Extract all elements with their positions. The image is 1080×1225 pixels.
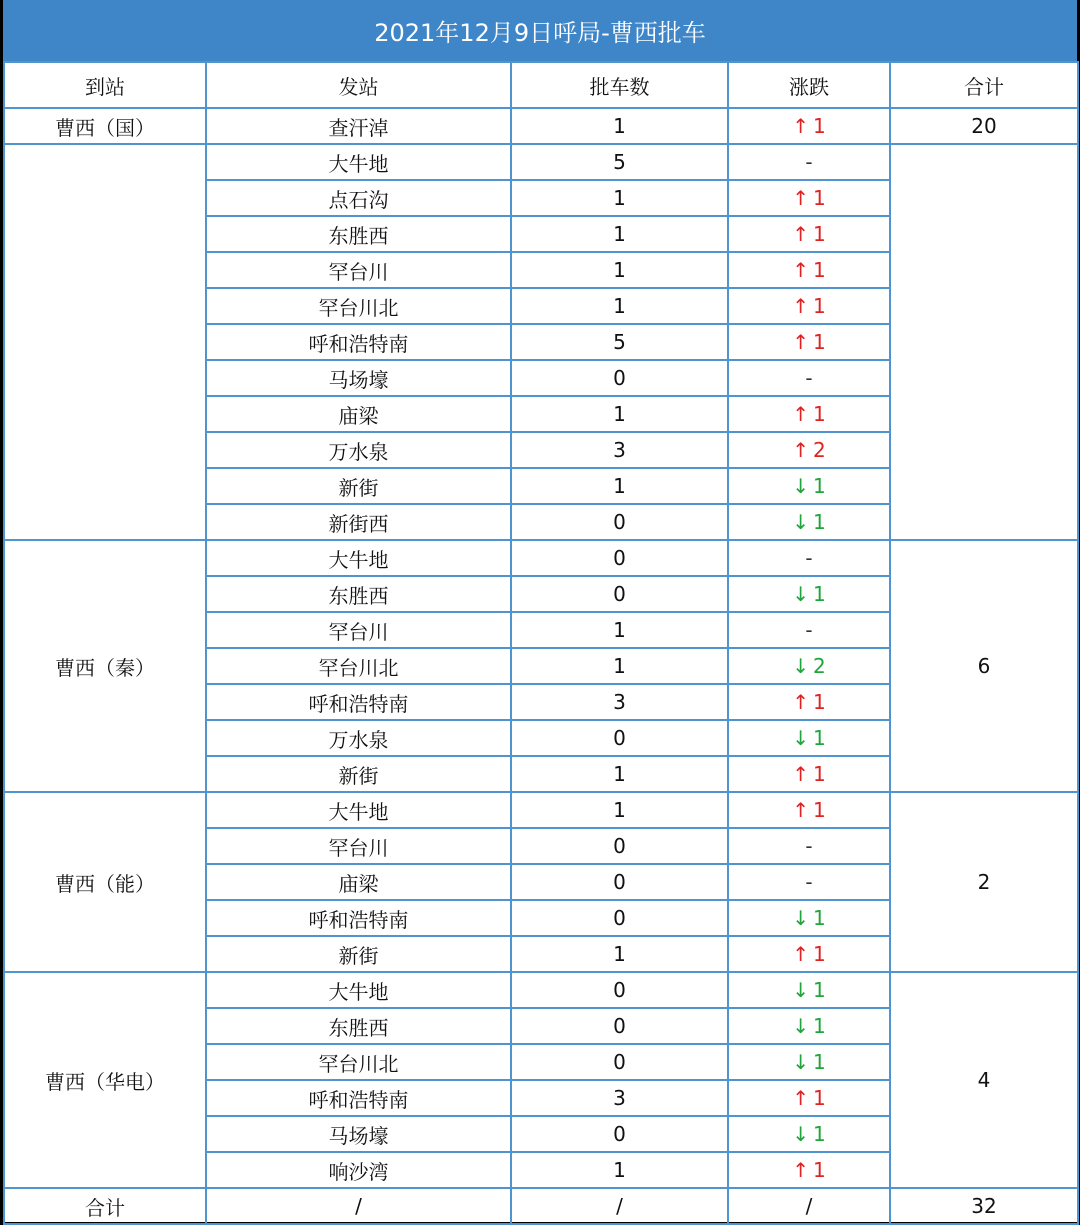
change-cell <box>728 1080 890 1116</box>
arrow-up-icon: ↑ <box>792 294 810 318</box>
from-station-cell: 呼和浩特南 <box>206 1080 511 1116</box>
change-cell <box>728 864 890 900</box>
change-cell <box>728 1044 890 1080</box>
arrow-up-icon: ↑ <box>792 762 810 786</box>
count-cell: 3 <box>511 1080 728 1116</box>
change-cell <box>728 252 890 288</box>
footer-label: 合计 <box>4 1188 206 1224</box>
arrow-down-icon: ↓ <box>792 1050 810 1074</box>
count-cell: 0 <box>511 504 728 540</box>
from-station-cell: 大牛地 <box>206 144 511 180</box>
count-cell: 0 <box>511 1044 728 1080</box>
change-value: 1 <box>813 1158 826 1182</box>
arrow-up-icon: ↑ <box>792 1158 810 1182</box>
change-cell <box>728 360 890 396</box>
change-value: 1 <box>813 294 826 318</box>
from-station-cell: 罕台川北 <box>206 1044 511 1080</box>
count-cell: 0 <box>511 720 728 756</box>
table-row <box>4 144 1078 180</box>
count-cell: 0 <box>511 540 728 576</box>
report-sheet <box>3 0 1077 1222</box>
change-value: - <box>805 150 813 174</box>
change-cell <box>728 1152 890 1188</box>
table-row <box>4 540 1078 576</box>
group-total-cell: 2 <box>890 792 1078 972</box>
arrow-up-icon: ↑ <box>792 222 810 246</box>
report-title: 2021年12月9日呼局-曹西批车 <box>3 0 1077 61</box>
arrow-up-icon: ↑ <box>792 942 810 966</box>
change-value: 1 <box>813 690 826 714</box>
from-station-cell: 万水泉 <box>206 720 511 756</box>
header-count: 批车数 <box>511 62 728 108</box>
arrow-up-icon: ↑ <box>792 258 810 282</box>
change-value: 1 <box>813 258 826 282</box>
count-cell: 3 <box>511 432 728 468</box>
arrow-down-icon: ↓ <box>792 726 810 750</box>
table-row <box>4 108 1078 144</box>
change-value: 1 <box>813 186 826 210</box>
change-cell <box>728 612 890 648</box>
change-value: 1 <box>813 1014 826 1038</box>
arrow-up-icon: ↑ <box>792 402 810 426</box>
table-row <box>4 972 1078 1008</box>
count-cell: 1 <box>511 180 728 216</box>
change-cell <box>728 216 890 252</box>
arrow-up-icon: ↑ <box>792 438 810 462</box>
from-station-cell: 东胜西 <box>206 216 511 252</box>
arrow-up-icon: ↑ <box>792 690 810 714</box>
change-cell <box>728 144 890 180</box>
change-value: 1 <box>813 510 826 534</box>
change-cell <box>728 540 890 576</box>
count-cell: 3 <box>511 684 728 720</box>
group-total-cell: 20 <box>890 108 1078 144</box>
count-cell: 1 <box>511 648 728 684</box>
change-cell <box>728 1116 890 1152</box>
arrow-up-icon: ↑ <box>792 1086 810 1110</box>
change-cell <box>728 108 890 144</box>
arrow-up-icon: ↑ <box>792 114 810 138</box>
from-station-cell: 罕台川 <box>206 252 511 288</box>
from-station-cell: 东胜西 <box>206 576 511 612</box>
from-station-cell: 呼和浩特南 <box>206 324 511 360</box>
arrow-down-icon: ↓ <box>792 978 810 1002</box>
from-station-cell: 庙梁 <box>206 864 511 900</box>
change-cell <box>728 504 890 540</box>
arrow-up-icon: ↑ <box>792 186 810 210</box>
change-value: 1 <box>813 222 826 246</box>
change-value: - <box>805 870 813 894</box>
change-cell <box>728 936 890 972</box>
change-value: - <box>805 834 813 858</box>
change-cell <box>728 468 890 504</box>
count-cell: 1 <box>511 792 728 828</box>
header-change: 涨跌 <box>728 62 890 108</box>
change-value: 1 <box>813 798 826 822</box>
table-row <box>4 792 1078 828</box>
count-cell: 1 <box>511 216 728 252</box>
change-value: 1 <box>813 942 826 966</box>
change-cell <box>728 324 890 360</box>
change-cell <box>728 648 890 684</box>
change-cell <box>728 972 890 1008</box>
change-value: 1 <box>813 762 826 786</box>
count-cell: 1 <box>511 756 728 792</box>
change-value: 1 <box>813 1122 826 1146</box>
from-station-cell: 大牛地 <box>206 540 511 576</box>
arrow-down-icon: ↓ <box>792 654 810 678</box>
footer-total: 32 <box>890 1188 1078 1224</box>
change-cell <box>728 720 890 756</box>
group-total-cell: 4 <box>890 972 1078 1188</box>
from-station-cell: 罕台川 <box>206 828 511 864</box>
from-station-cell: 罕台川北 <box>206 288 511 324</box>
change-value: 1 <box>813 906 826 930</box>
shipment-table <box>3 61 1079 1225</box>
group-total-cell: 6 <box>890 540 1078 792</box>
arrow-up-icon: ↑ <box>792 330 810 354</box>
change-cell <box>728 396 890 432</box>
from-station-cell: 呼和浩特南 <box>206 900 511 936</box>
from-station-cell: 庙梁 <box>206 396 511 432</box>
arrow-up-icon: ↑ <box>792 798 810 822</box>
arrow-down-icon: ↓ <box>792 1014 810 1038</box>
from-station-cell: 新街 <box>206 468 511 504</box>
from-station-cell: 罕台川北 <box>206 648 511 684</box>
from-station-cell: 万水泉 <box>206 432 511 468</box>
header-from-station: 发站 <box>206 62 511 108</box>
from-station-cell: 点石沟 <box>206 180 511 216</box>
footer-from: / <box>206 1188 511 1224</box>
count-cell: 1 <box>511 936 728 972</box>
from-station-cell: 呼和浩特南 <box>206 684 511 720</box>
change-value: 1 <box>813 330 826 354</box>
count-cell: 1 <box>511 288 728 324</box>
count-cell: 0 <box>511 972 728 1008</box>
count-cell: 0 <box>511 1008 728 1044</box>
change-cell <box>728 576 890 612</box>
change-cell <box>728 1008 890 1044</box>
count-cell: 0 <box>511 828 728 864</box>
count-cell: 0 <box>511 576 728 612</box>
footer-row <box>4 1188 1078 1224</box>
change-value: - <box>805 618 813 642</box>
from-station-cell: 新街 <box>206 936 511 972</box>
arrow-down-icon: ↓ <box>792 582 810 606</box>
change-value: 1 <box>813 474 826 498</box>
header-row <box>4 62 1078 108</box>
table-body <box>4 108 1078 1188</box>
from-station-cell: 马场壕 <box>206 1116 511 1152</box>
arrow-down-icon: ↓ <box>792 1122 810 1146</box>
from-station-cell: 罕台川 <box>206 612 511 648</box>
footer-count: / <box>511 1188 728 1224</box>
change-value: 1 <box>813 114 826 138</box>
count-cell: 5 <box>511 144 728 180</box>
change-cell <box>728 288 890 324</box>
to-station-cell: 曹西（华电） <box>4 972 206 1188</box>
header-to-station: 到站 <box>4 62 206 108</box>
to-station-cell: 曹西（秦） <box>4 540 206 792</box>
change-value: 1 <box>813 978 826 1002</box>
change-value: 1 <box>813 402 826 426</box>
count-cell: 1 <box>511 468 728 504</box>
change-value: 2 <box>813 654 826 678</box>
from-station-cell: 大牛地 <box>206 792 511 828</box>
count-cell: 1 <box>511 612 728 648</box>
change-cell <box>728 792 890 828</box>
from-station-cell: 马场壕 <box>206 360 511 396</box>
count-cell: 0 <box>511 360 728 396</box>
from-station-cell: 新街西 <box>206 504 511 540</box>
footer-change: / <box>728 1188 890 1224</box>
count-cell: 0 <box>511 864 728 900</box>
change-value: 2 <box>813 438 826 462</box>
change-value: 1 <box>813 582 826 606</box>
change-value: 1 <box>813 1086 826 1110</box>
header-total: 合计 <box>890 62 1078 108</box>
change-cell <box>728 900 890 936</box>
change-value: - <box>805 366 813 390</box>
from-station-cell: 查汗淖 <box>206 108 511 144</box>
change-cell <box>728 684 890 720</box>
from-station-cell: 大牛地 <box>206 972 511 1008</box>
from-station-cell: 东胜西 <box>206 1008 511 1044</box>
count-cell: 1 <box>511 252 728 288</box>
from-station-cell: 新街 <box>206 756 511 792</box>
to-station-cell <box>4 144 206 540</box>
change-cell <box>728 756 890 792</box>
change-cell <box>728 432 890 468</box>
count-cell: 0 <box>511 900 728 936</box>
change-value: - <box>805 546 813 570</box>
arrow-down-icon: ↓ <box>792 906 810 930</box>
count-cell: 5 <box>511 324 728 360</box>
group-total-cell <box>890 144 1078 540</box>
from-station-cell: 响沙湾 <box>206 1152 511 1188</box>
change-value: 1 <box>813 726 826 750</box>
count-cell: 1 <box>511 396 728 432</box>
arrow-down-icon: ↓ <box>792 510 810 534</box>
to-station-cell: 曹西（能） <box>4 792 206 972</box>
to-station-cell: 曹西（国） <box>4 108 206 144</box>
change-cell <box>728 180 890 216</box>
count-cell: 0 <box>511 1116 728 1152</box>
arrow-down-icon: ↓ <box>792 474 810 498</box>
change-cell <box>728 828 890 864</box>
count-cell: 1 <box>511 1152 728 1188</box>
count-cell: 1 <box>511 108 728 144</box>
change-value: 1 <box>813 1050 826 1074</box>
